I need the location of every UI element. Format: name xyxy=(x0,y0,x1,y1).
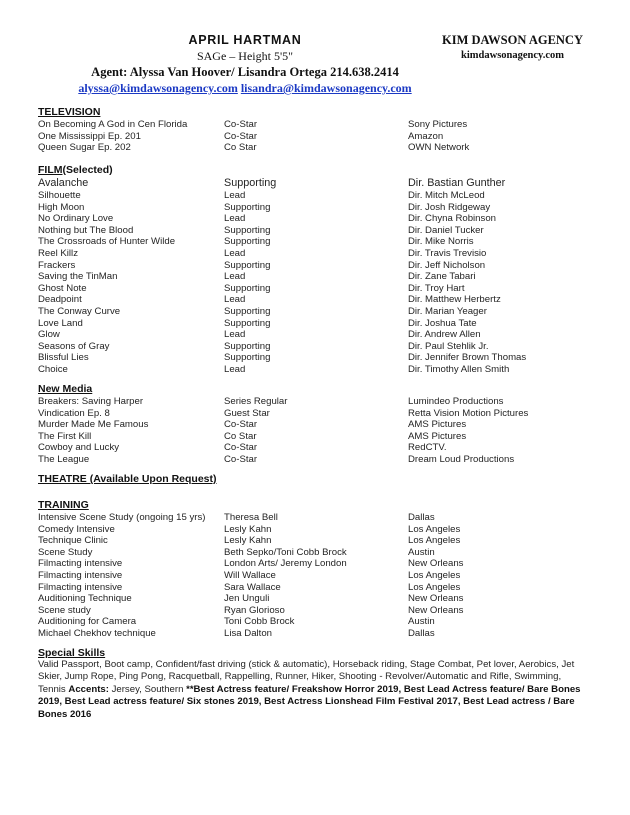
film-credit-title: The Conway Curve xyxy=(38,305,121,317)
special-skills-plain: Valid Passport, Boot camp, Confident/fast driving (stick & automatic), Horseback riding, Stage Combat, Pet lover, Aerobics, Jet Skier, Jump Rope, Ping Pong, Racquetball, Rappelling, Runner, Hiker, Shooting - Revolver/Automatic and Rifle, Swimming, Tennis xyxy=(38,659,575,695)
film-credit-role: Lead xyxy=(224,271,246,283)
film-credit-row xyxy=(38,329,618,341)
film-credit-company: Dir. Jeff Nicholson xyxy=(408,259,486,271)
section-title-training xyxy=(38,499,89,511)
new-media-credit-row xyxy=(38,442,618,454)
training-entry-company: Los Angeles xyxy=(408,569,461,581)
new-media-credit-title: The First Kill xyxy=(38,430,92,442)
film-credit-title: Saving the TinMan xyxy=(38,271,118,283)
film-credit-role: Supporting xyxy=(224,317,271,329)
television-credit-company: OWN Network xyxy=(408,142,470,154)
film-credit-row xyxy=(38,213,618,225)
film-credit-role: Supporting xyxy=(224,259,271,271)
training-entry-title: Scene study xyxy=(38,604,91,616)
film-credit-title: Blissful Lies xyxy=(38,352,89,364)
film-credit-company: Dir. Travis Trevisio xyxy=(408,247,487,259)
section-title-television xyxy=(38,106,100,118)
training-entry-row xyxy=(38,593,618,605)
new-media-credit-row xyxy=(38,431,618,443)
training-entry-title: Michael Chekhov technique xyxy=(38,627,156,639)
film-credit-role: Supporting xyxy=(224,305,271,317)
film-credit-title: Glow xyxy=(38,329,60,341)
training-entry-company: Los Angeles xyxy=(408,535,461,547)
training-entry-company: Dallas xyxy=(408,627,435,639)
new-media-credit-role: Series Regular xyxy=(224,396,288,407)
film-credit-row xyxy=(38,202,618,214)
film-credit-company: Dir. Daniel Tucker xyxy=(408,224,484,236)
new-media-credit-role: Co-Star xyxy=(224,453,258,465)
training-entry-role: Beth Sepko/Toni Cobb Brock xyxy=(224,546,347,558)
television-credit-row xyxy=(38,131,618,143)
television-credit-list xyxy=(38,119,618,154)
film-credit-title: Choice xyxy=(38,363,68,375)
film-credit-row xyxy=(38,318,618,330)
film-credit-company: Dir. Josh Ridgeway xyxy=(408,201,491,213)
film-credit-row xyxy=(38,271,618,283)
film-credit-title: Frackers xyxy=(38,259,76,271)
special-skills-accents-value: Jersey, Southern xyxy=(108,683,187,695)
new-media-credit-row xyxy=(38,396,618,408)
new-media-credit-company: AMS Pictures xyxy=(408,419,467,431)
training-entry-role: Sara Wallace xyxy=(224,581,281,593)
television-credit-role: Co-Star xyxy=(224,130,258,142)
email-link-alyssa[interactable]: alyssa@kimdawsonagency.com xyxy=(78,81,238,95)
training-entry-company: Austin xyxy=(408,616,435,628)
special-skills-accents-label: Accents: xyxy=(68,683,109,695)
film-credit-row xyxy=(38,225,618,237)
film-credit-row xyxy=(38,283,618,295)
agent-contact-line: Agent: Alyssa Van Hoover/ Lisandra Ortega 214.638.2414 xyxy=(91,65,399,79)
film-credit-company: Dir. Joshua Tate xyxy=(408,317,477,329)
film-credit-title: Nothing but The Blood xyxy=(38,224,134,236)
training-entry-role: Toni Cobb Brock xyxy=(224,616,295,628)
new-media-credit-company: RedCTV. xyxy=(408,442,447,454)
film-credit-company: Dir. Paul Stehlik Jr. xyxy=(408,340,489,352)
film-credit-row xyxy=(38,260,618,272)
training-entry-role: London Arts/ Jeremy London xyxy=(224,558,347,570)
television-credit-role: Co Star xyxy=(224,142,257,154)
training-entry-role: Theresa Bell xyxy=(224,512,278,523)
film-credit-role: Supporting xyxy=(224,224,271,236)
film-credit-company: Dir. Mitch McLeod xyxy=(408,190,485,201)
new-media-credit-company: Dream Loud Productions xyxy=(408,453,515,465)
film-credit-row xyxy=(38,341,618,353)
new-media-credit-company: Lumindeo Productions xyxy=(408,396,504,407)
training-entry-row xyxy=(38,570,618,582)
film-credit-role: Lead xyxy=(224,247,246,259)
television-credit-title: One Mississippi Ep. 201 xyxy=(38,130,141,142)
training-entry-title: Auditioning for Camera xyxy=(38,616,137,628)
training-entry-row xyxy=(38,535,618,547)
film-credit-role: Lead xyxy=(224,294,246,306)
training-entry-role: Ryan Glorioso xyxy=(224,604,285,616)
section-title-new-media-text: New Media xyxy=(38,383,93,395)
training-entry-row xyxy=(38,616,618,628)
training-entry-title: Scene Study xyxy=(38,546,93,558)
film-credit-row xyxy=(38,294,618,306)
training-entry-title: Auditioning Technique xyxy=(38,593,132,605)
training-entry-row xyxy=(38,512,618,524)
section-title-theatre xyxy=(38,473,217,485)
new-media-credit-row xyxy=(38,408,618,420)
agency-website: kimdawsonagency.com xyxy=(461,50,564,61)
training-entry-row xyxy=(38,524,618,536)
training-entry-role: Lesly Kahn xyxy=(224,535,272,547)
film-credit-role: Supporting xyxy=(224,177,277,189)
training-entry-title: Filmacting intensive xyxy=(38,569,123,581)
agent-emails xyxy=(55,81,435,96)
film-credit-row xyxy=(38,190,618,202)
training-entry-company: New Orleans xyxy=(408,558,464,570)
training-entry-title: Technique Clinic xyxy=(38,535,108,547)
film-credit-title: High Moon xyxy=(38,201,85,213)
film-credit-row xyxy=(38,177,618,190)
new-media-credit-title: Breakers: Saving Harper xyxy=(38,396,144,407)
film-credit-role: Supporting xyxy=(224,236,271,248)
film-credit-company: Dir. Zane Tabari xyxy=(408,271,476,283)
film-credit-list xyxy=(38,177,618,376)
training-entry-company: Austin xyxy=(408,546,435,558)
section-title-theatre-text: THEATRE (Available Upon Request) xyxy=(38,473,217,485)
new-media-credit-title: Vindication Ep. 8 xyxy=(38,407,110,419)
training-entry-title: Filmacting intensive xyxy=(38,581,123,593)
film-credit-role: Lead xyxy=(224,329,246,341)
section-title-training-text: TRAINING xyxy=(38,499,89,511)
training-entry-role: Will Wallace xyxy=(224,569,276,581)
film-credit-company: Dir. Mike Norris xyxy=(408,236,474,248)
new-media-credit-company: AMS Pictures xyxy=(408,430,467,442)
section-title-film xyxy=(38,164,113,176)
new-media-credit-role: Guest Star xyxy=(224,407,270,419)
new-media-credit-row xyxy=(38,454,618,466)
film-credit-role: Supporting xyxy=(224,352,271,364)
training-entry-row xyxy=(38,582,618,594)
television-credit-row xyxy=(38,119,618,131)
film-credit-title: Love Land xyxy=(38,317,83,329)
television-credit-role: Co-Star xyxy=(224,119,258,130)
section-title-new-media xyxy=(38,383,92,395)
training-entry-row xyxy=(38,558,618,570)
film-credit-company: Dir. Andrew Allen xyxy=(408,329,481,341)
training-entry-row xyxy=(38,605,618,617)
film-credit-role: Lead xyxy=(224,363,246,375)
training-entry-company: New Orleans xyxy=(408,604,464,616)
training-entry-role: Jen Unguli xyxy=(224,593,270,605)
performer-name: APRIL HARTMAN xyxy=(188,33,302,47)
agency-name: KIM DAWSON AGENCY xyxy=(442,33,583,47)
film-credit-title: No Ordinary Love xyxy=(38,213,114,225)
television-credit-title: On Becoming A God in Cen Florida xyxy=(38,119,188,130)
film-credit-company: Dir. Marian Yeager xyxy=(408,305,487,317)
training-entry-row xyxy=(38,547,618,559)
film-credit-company: Dir. Troy Hart xyxy=(408,282,465,294)
special-skills-awards: **Best Actress feature/ Freakshow Horror 2019, Best Lead Actress feature/ Bare Bones 2019, Best Lead actress feature/ Six stones 2019, Best Actress Lionshead Film Festival 2017, Best Lead actress / Bare Bones 2016 xyxy=(38,683,581,720)
email-link-lisandra[interactable]: lisandra@kimdawsonagency.com xyxy=(240,81,412,95)
film-credit-title: The Crossroads of Hunter Wilde xyxy=(38,236,176,248)
television-credit-title: Queen Sugar Ep. 202 xyxy=(38,142,131,154)
film-credit-row xyxy=(38,352,618,364)
film-credit-title: Deadpoint xyxy=(38,294,82,306)
film-credit-company: Dir. Matthew Herbertz xyxy=(408,294,501,306)
training-entry-role: Lesly Kahn xyxy=(224,523,272,535)
film-credit-row xyxy=(38,248,618,260)
new-media-credit-role: Co Star xyxy=(224,430,257,442)
resume-header xyxy=(0,33,630,98)
section-title-special-skills xyxy=(38,647,105,659)
film-credit-company: Dir. Timothy Allen Smith xyxy=(408,363,510,375)
training-entry-company: Los Angeles xyxy=(408,523,461,535)
training-entry-role: Lisa Dalton xyxy=(224,627,272,639)
training-entry-title: Comedy Intensive xyxy=(38,523,115,535)
new-media-credit-role: Co-Star xyxy=(224,442,258,454)
section-title-special-skills-text: Special Skills xyxy=(38,647,106,659)
special-skills-body xyxy=(38,659,586,721)
training-entry-company: Los Angeles xyxy=(408,581,461,593)
training-entry-company: New Orleans xyxy=(408,593,464,605)
training-entry-company: Dallas xyxy=(408,512,435,523)
film-credit-title: Avalanche xyxy=(38,177,89,189)
new-media-credit-title: Murder Made Me Famous xyxy=(38,419,149,431)
section-title-television-text: TELEVISION xyxy=(38,106,101,118)
section-title-film-text: FILM xyxy=(38,164,63,176)
section-title-film-suffix: (Selected) xyxy=(62,164,113,176)
television-credit-company: Sony Pictures xyxy=(408,119,468,130)
film-credit-title: Reel Killz xyxy=(38,247,78,259)
film-credit-role: Supporting xyxy=(224,282,271,294)
film-credit-company: Dir. Bastian Gunther xyxy=(408,177,506,189)
training-entry-title: Filmacting intensive xyxy=(38,558,123,570)
television-credit-company: Amazon xyxy=(408,130,444,142)
training-entry-row xyxy=(38,628,618,640)
new-media-credit-list xyxy=(38,396,618,466)
training-list xyxy=(38,512,618,640)
film-credit-role: Supporting xyxy=(224,201,271,213)
training-entry-title: Intensive Scene Study (ongoing 15 yrs) xyxy=(38,512,206,523)
new-media-credit-row xyxy=(38,419,618,431)
new-media-credit-title: Cowboy and Lucky xyxy=(38,442,120,454)
film-credit-title: Seasons of Gray xyxy=(38,340,110,352)
union-height-line: SAGe – Height 5'5" xyxy=(196,49,294,63)
film-credit-company: Dir. Chyna Robinson xyxy=(408,213,496,225)
new-media-credit-title: The League xyxy=(38,453,90,465)
film-credit-role: Lead xyxy=(224,213,246,225)
film-credit-row xyxy=(38,364,618,376)
film-credit-row xyxy=(38,306,618,318)
film-credit-company: Dir. Jennifer Brown Thomas xyxy=(408,352,527,364)
television-credit-row xyxy=(38,142,618,154)
new-media-credit-company: Retta Vision Motion Pictures xyxy=(408,407,529,419)
film-credit-row xyxy=(38,236,618,248)
film-credit-title: Silhouette xyxy=(38,190,81,201)
film-credit-role: Lead xyxy=(224,190,246,201)
film-credit-title: Ghost Note xyxy=(38,282,87,294)
film-credit-role: Supporting xyxy=(224,340,271,352)
new-media-credit-role: Co-Star xyxy=(224,419,258,431)
